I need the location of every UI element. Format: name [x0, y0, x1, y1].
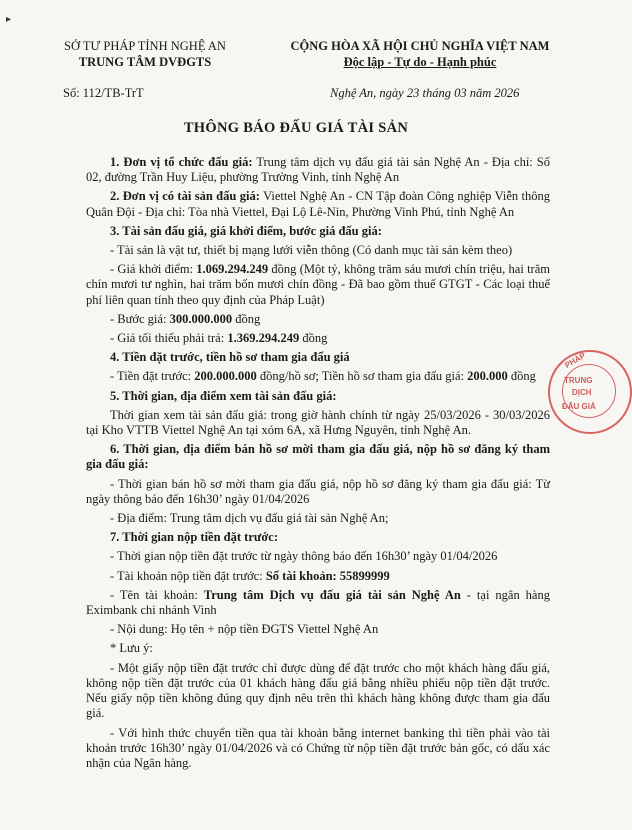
- section-text: Viettel Nghệ An - CN Tập đoàn Công nghiệp Viễn thông Quân Đội - Địa chỉ: Tòa nhà Viettel, Đại Lộ Lê-Nin, Phường Vinh Phú, tỉnh Nghệ An: [86, 189, 550, 219]
- page-title: THÔNG BÁO ĐẤU GIÁ TÀI SẢN: [183, 120, 409, 136]
- document-date: Nghệ An, ngày 23 tháng 03 năm 2026: [330, 86, 520, 100]
- note-2: - Với hình thức chuyển tiền qua tài khoản bằng internet banking thì tiền phải vào tài khoản trước 16h30’ ngày 01/04/2026 và có Chứng từ nộp tiền đặt trước bản gốc, có dấu xác nhận của Ngân hàng.: [86, 725, 550, 770]
- label: - Giá khởi điểm:: [110, 262, 197, 277]
- section-text: Trung tâm dịch vụ đấu giá tài sản Nghệ An - Địa chỉ: Số 02, đường Trần Huy Liệu, phường Trường Vinh, tỉnh Nghệ An: [86, 155, 551, 185]
- deposit-time: - Thời gian nộp tiền đặt trước từ ngày thông báo đến 16h30’ ngày 01/04/2026: [110, 549, 498, 564]
- text: đồng (Một tỷ, không trăm sáu mươi chín triệu, hai trăm chín mươi tư nghìn, hai trăm bốn mươi chín đồng - Đã bao gồm thuế GTGT - Các loại thuế phí liên quan tính theo quy định của Pháp Luật): [86, 262, 550, 307]
- section-heading: 7. Thời gian nộp tiền đặt trước:: [110, 530, 279, 545]
- note-1: - Một giấy nộp tiền đặt trước chỉ được dùng để đặt trước cho một khách hàng đấu giá, không nộp tiền đặt trước của 01 khách hàng đấu giá bằng nhiều phiếu nộp tiền đặt trước. Nếu giấy nộp tiền không đúng quy định nêu trên thì khách hàng không được tham gia đấu giá.: [86, 660, 550, 721]
- label: - Giá tối thiểu phải trả:: [110, 331, 228, 346]
- text: đồng/hồ sơ; Tiền hồ sơ tham gia đấu giá:: [256, 369, 468, 384]
- issuer-agency: SỞ TƯ PHÁP TỈNH NGHỆ AN: [64, 39, 226, 53]
- document-number: Số: 112/TB-TrT: [63, 86, 144, 100]
- section-1: [86, 155, 550, 185]
- section-heading: 5. Thời gian, địa điểm xem tài sản đấu giá:: [110, 388, 337, 403]
- section-3: [86, 224, 550, 239]
- stamp-text: TRUNG: [564, 376, 593, 385]
- text: đồng: [299, 331, 328, 346]
- label: - Tên tài khoản:: [110, 587, 204, 602]
- asset-description: - Tài sản là vật tư, thiết bị mạng lưới viễn thông (Có danh mục tài sản kèm theo): [110, 243, 513, 258]
- country-name: CỘNG HÒA XÃ HỘI CHỦ NGHĨA VIỆT NAM: [290, 39, 550, 53]
- dossier-location: - Địa điểm: Trung tâm dịch vụ đấu giá tài sản Nghệ An;: [110, 511, 389, 526]
- note-heading: * Lưu ý:: [110, 641, 153, 656]
- national-motto: Độc lập - Tự do - Hạnh phúc: [343, 55, 497, 69]
- corner-mark: ▸: [6, 14, 12, 25]
- official-stamp: [548, 350, 632, 434]
- label: - Tài khoản nộp tiền đặt trước:: [110, 568, 266, 583]
- starting-price-value: 1.069.294.249: [196, 262, 269, 277]
- starting-price: [86, 262, 550, 308]
- payment-content: - Nội dung: Họ tên + nộp tiền ĐGTS Viettel Nghệ An: [110, 622, 379, 637]
- account-number: Số tài khoản: 55899999: [265, 568, 390, 583]
- section-5: [86, 389, 550, 404]
- stamp-text: ĐẤU GIÁ: [562, 402, 596, 411]
- text: - tại ngân hàng Eximbank chi nhánh Vinh: [86, 587, 550, 618]
- deposit-and-fee: [86, 369, 550, 384]
- issuer-block: [20, 38, 270, 70]
- minimum-price: [86, 331, 550, 346]
- section-4: [86, 350, 550, 365]
- text: đồng: [232, 311, 261, 326]
- viewing-time: Thời gian xem tài sản đấu giá: trong giờ hành chính từ ngày 25/03/2026 - 30/03/2026 tại Kho VTTB Viettel Nghệ An tại xóm 6A, xã Hưng Nguyên, tỉnh Nghệ An.: [86, 407, 550, 438]
- bid-step: [86, 312, 550, 327]
- section-heading: 6. Thời gian, địa điểm bán hồ sơ mời tham gia đấu giá, nộp hồ sơ đăng ký tham gia đấu giá:: [86, 442, 550, 472]
- section-heading: 3. Tài sản đấu giá, giá khởi điểm, bước giá đấu giá:: [110, 223, 382, 238]
- section-heading: 2. Đơn vị có tài sản đấu giá:: [110, 189, 260, 204]
- stamp-text: DỊCH: [572, 388, 592, 397]
- dossier-time: - Thời gian bán hồ sơ mời tham gia đấu giá, nộp hồ sơ đăng ký tham gia đấu giá: Từ ngày thông báo đến 16h30’ ngày 01/04/2026: [86, 476, 550, 506]
- deposit-account: [86, 569, 550, 584]
- label: - Tiền đặt trước:: [110, 369, 195, 384]
- issuer-center: TRUNG TÂM DVĐGTS: [78, 55, 212, 69]
- bid-step-value: 300.000.000: [169, 311, 233, 326]
- notice-body: [86, 155, 550, 775]
- section-7: [86, 530, 550, 545]
- section-heading: 1. Đơn vị tổ chức đấu giá:: [110, 155, 253, 169]
- deposit-value: 200.000.000: [194, 369, 257, 384]
- section-heading: 4. Tiền đặt trước, tiền hồ sơ tham gia đấu giá: [110, 350, 350, 365]
- section-2: [86, 189, 550, 219]
- label: - Bước giá:: [110, 311, 170, 326]
- account-name: [86, 588, 550, 618]
- account-name-value: Trung tâm Dịch vụ đấu giá tài sản Nghệ An: [203, 587, 461, 602]
- national-heading: [250, 38, 590, 70]
- text: đồng: [507, 369, 536, 384]
- minimum-price-value: 1.369.294.249: [227, 331, 300, 346]
- stamp-text: PHÁP: [563, 351, 587, 370]
- section-6: [86, 442, 550, 472]
- fee-value: 200.000: [467, 369, 508, 384]
